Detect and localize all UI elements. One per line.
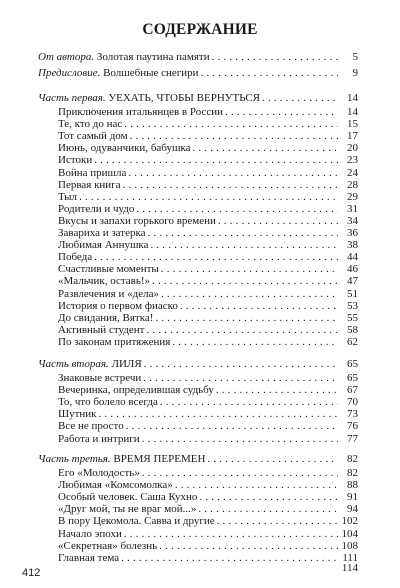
leader-dots bbox=[161, 288, 338, 300]
leader-dots bbox=[142, 433, 338, 445]
leader-dots bbox=[198, 503, 338, 515]
leader-dots bbox=[128, 167, 338, 179]
entry-page: 88 bbox=[347, 479, 358, 492]
entry-label: Счастливые моменты bbox=[58, 263, 159, 276]
leader-dots bbox=[216, 384, 338, 396]
entry-page: 65 bbox=[347, 358, 358, 370]
entry-page: 47 bbox=[347, 275, 358, 288]
entry-page: 58 bbox=[347, 323, 358, 336]
leader-dots bbox=[130, 130, 338, 142]
toc-entry-chapter[interactable] bbox=[38, 251, 358, 263]
toc-entry-chapter[interactable] bbox=[38, 515, 358, 527]
toc-entry-chapter[interactable] bbox=[38, 191, 358, 203]
entry-page: 67 bbox=[347, 384, 358, 397]
entry-label: Работа и интриги bbox=[58, 432, 140, 445]
entry-page: 70 bbox=[347, 396, 358, 409]
leader-dots bbox=[94, 154, 338, 166]
toc-entry-chapter[interactable] bbox=[38, 408, 358, 420]
leader-dots bbox=[212, 51, 338, 63]
entry-label: Его «Молодость» bbox=[58, 467, 140, 479]
entry-page: 65 bbox=[347, 372, 358, 384]
leader-dots bbox=[161, 263, 338, 275]
leader-dots bbox=[155, 312, 338, 324]
entry-page: 20 bbox=[347, 142, 358, 155]
entry-label: Вечеринка, определившая судьбу bbox=[58, 384, 214, 397]
toc-entry-chapter[interactable] bbox=[38, 275, 358, 287]
entry-page: 51 bbox=[347, 287, 358, 300]
leader-dots bbox=[199, 491, 338, 503]
entry-page: 77 bbox=[347, 432, 358, 445]
toc-entry-chapter[interactable] bbox=[38, 154, 358, 166]
leader-dots bbox=[146, 324, 338, 336]
entry-page: 82 bbox=[347, 453, 358, 465]
toc-entry-chapter[interactable] bbox=[38, 130, 358, 142]
entry-label: Предисловие. Волшебные снегири bbox=[38, 67, 199, 79]
toc-entry-chapter[interactable] bbox=[38, 420, 358, 432]
entry-label: Шутник bbox=[58, 408, 97, 421]
toc-entry-chapter[interactable] bbox=[38, 288, 358, 300]
entry-label: Завариха и затерка bbox=[58, 227, 146, 239]
entry-label: В пору Цекомола. Савва и другие bbox=[58, 515, 215, 528]
toc-entry-chapter[interactable] bbox=[38, 215, 358, 227]
toc-entry-part-2[interactable] bbox=[38, 358, 358, 370]
entry-page: 28 bbox=[347, 178, 358, 191]
leader-dots bbox=[136, 203, 338, 215]
entry-label: Истоки bbox=[58, 154, 93, 167]
leader-dots bbox=[126, 420, 338, 432]
leader-dots bbox=[123, 179, 338, 191]
entry-label: Те, кто до нас bbox=[58, 118, 123, 131]
entry-label: История о первом фиаско bbox=[58, 299, 178, 312]
toc-entry-chapter[interactable] bbox=[38, 179, 358, 191]
toc-entry-chapter[interactable] bbox=[38, 167, 358, 179]
entry-page: 17 bbox=[347, 130, 358, 143]
leader-dots bbox=[159, 540, 338, 552]
entry-page: 91 bbox=[347, 491, 358, 504]
leader-dots bbox=[172, 336, 338, 348]
entry-page: 73 bbox=[347, 408, 358, 421]
entry-page: 14 bbox=[347, 92, 358, 104]
entry-label: «Друг мой, ты не враг мой...» bbox=[58, 503, 197, 516]
entry-page: 108 bbox=[341, 539, 358, 552]
leader-dots bbox=[94, 251, 338, 263]
toc-entry-chapter[interactable] bbox=[38, 239, 358, 251]
entry-label: Июнь, одуванчики, бабушка bbox=[58, 142, 191, 155]
entry-page: 94 bbox=[347, 503, 358, 516]
entry-label: Часть первая. УЕХАТЬ, ЧТОБЫ ВЕРНУТЬСЯ bbox=[38, 92, 260, 104]
entry-page: 102 bbox=[341, 515, 358, 528]
entry-page: 104 bbox=[341, 527, 358, 540]
toc-entry-chapter[interactable] bbox=[38, 203, 358, 215]
leader-dots bbox=[207, 453, 338, 465]
entry-page: 111 bbox=[342, 551, 358, 564]
page-title: СОДЕРЖАНИЕ bbox=[142, 21, 258, 38]
leader-dots bbox=[218, 215, 338, 227]
entry-label: Родители и чудо bbox=[58, 202, 135, 215]
entry-label: Тыл bbox=[58, 190, 78, 203]
entry-label: Особый человек. Саша Кухно bbox=[58, 491, 198, 504]
leader-dots bbox=[144, 358, 338, 370]
leader-dots bbox=[148, 227, 338, 239]
toc-entry-chapter[interactable] bbox=[38, 503, 358, 515]
toc-entry-chapter[interactable] bbox=[38, 300, 358, 312]
leader-dots bbox=[124, 118, 338, 130]
leader-dots bbox=[124, 528, 338, 540]
entry-page: 31 bbox=[347, 202, 358, 215]
entry-label: Все не просто bbox=[58, 420, 124, 433]
leader-dots bbox=[143, 372, 338, 384]
toc-entry-chapter[interactable] bbox=[38, 118, 358, 130]
toc-entry-part-3[interactable] bbox=[38, 453, 358, 465]
toc-entry-chapter[interactable] bbox=[38, 396, 358, 408]
toc-entry-chapter[interactable] bbox=[38, 540, 358, 552]
entry-page: 62 bbox=[347, 335, 358, 348]
entry-label: Главная тема bbox=[58, 551, 120, 564]
leader-dots bbox=[79, 191, 338, 203]
leader-dots bbox=[160, 396, 338, 408]
toc-entry-extra-page bbox=[38, 562, 358, 574]
entry-label: Приключения итальянцев в России bbox=[58, 106, 224, 118]
toc-entry-chapter[interactable] bbox=[38, 467, 358, 479]
entry-label: Победа bbox=[58, 251, 93, 264]
entry-page: 9 bbox=[352, 67, 358, 79]
entry-page: 38 bbox=[347, 239, 358, 252]
toc-entry-chapter[interactable] bbox=[38, 479, 358, 491]
entry-page: 76 bbox=[347, 420, 358, 433]
leader-dots bbox=[262, 92, 338, 104]
entry-label: По законам притяжения bbox=[58, 335, 171, 348]
entry-page: 82 bbox=[347, 467, 358, 479]
leader-dots bbox=[225, 106, 338, 118]
entry-label: Вкусы и запахи горького времени bbox=[58, 214, 216, 227]
entry-label: Активный студент bbox=[58, 323, 145, 336]
entry-label: «Мальчик, оставь!» bbox=[58, 275, 151, 288]
entry-label: Тот самый дом bbox=[58, 130, 128, 143]
entry-page: 36 bbox=[347, 227, 358, 239]
entry-page: 34 bbox=[347, 214, 358, 227]
leader-dots bbox=[142, 467, 338, 479]
toc-entry-chapter[interactable] bbox=[38, 263, 358, 275]
leader-dots bbox=[180, 300, 338, 312]
toc-entry-chapter[interactable] bbox=[38, 106, 358, 118]
entry-label: Часть третья. ВРЕМЯ ПЕРЕМЕН bbox=[38, 453, 206, 465]
entry-page: 44 bbox=[347, 251, 358, 264]
leader-dots bbox=[217, 515, 338, 527]
entry-page: 14 bbox=[347, 106, 358, 118]
toc-entry-chapter[interactable] bbox=[38, 312, 358, 324]
entry-label: «Секретная» болезнь bbox=[58, 539, 158, 552]
toc-entry-chapter[interactable] bbox=[38, 491, 358, 503]
toc-entry-author[interactable] bbox=[38, 51, 358, 63]
toc-entry-part-1[interactable] bbox=[38, 92, 358, 104]
entry-label: То, что болело всегда bbox=[58, 396, 158, 409]
entry-label: Начало эпохи bbox=[58, 527, 122, 540]
entry-page: 24 bbox=[347, 166, 358, 179]
entry-page: 15 bbox=[347, 118, 358, 131]
toc-entry-chapter[interactable] bbox=[38, 528, 358, 540]
toc-entry-preface[interactable] bbox=[38, 67, 358, 79]
entry-page: 23 bbox=[347, 154, 358, 167]
entry-label: До свидания, Вятка! bbox=[58, 311, 154, 324]
leader-dots bbox=[175, 479, 338, 491]
entry-label: Любимая «Комсомолка» bbox=[58, 479, 173, 492]
leader-dots bbox=[152, 275, 338, 287]
entry-label: Развлечения и «дела» bbox=[58, 287, 159, 300]
leader-dots bbox=[99, 408, 338, 420]
leader-dots bbox=[151, 239, 339, 251]
toc-entry-chapter[interactable] bbox=[38, 384, 358, 396]
entry-page: 46 bbox=[347, 263, 358, 276]
entry-label: Часть вторая. ЛИЛЯ bbox=[38, 358, 142, 370]
toc-entry-chapter[interactable] bbox=[38, 433, 358, 445]
leader-dots bbox=[193, 142, 339, 154]
entry-label: Первая книга bbox=[58, 178, 121, 191]
entry-label: Любимая Аннушка bbox=[58, 239, 149, 252]
entry-page: 29 bbox=[347, 190, 358, 203]
entry-page: 5 bbox=[352, 51, 358, 63]
entry-page: 114 bbox=[341, 561, 358, 574]
entry-label: Война пришла bbox=[58, 166, 127, 179]
toc-entry-chapter[interactable] bbox=[38, 142, 358, 154]
toc-entry-chapter[interactable] bbox=[38, 336, 358, 348]
entry-label: От автора. Золотая паутина памяти bbox=[38, 51, 210, 63]
entry-label: Знаковые встречи bbox=[58, 372, 142, 384]
entry-page: 53 bbox=[347, 299, 358, 312]
toc-entry-chapter[interactable] bbox=[38, 324, 358, 336]
entry-page: 55 bbox=[347, 311, 358, 324]
page-number: 412 bbox=[22, 567, 41, 579]
leader-dots bbox=[201, 67, 338, 79]
toc-entry-chapter[interactable] bbox=[38, 227, 358, 239]
toc-entry-chapter[interactable] bbox=[38, 372, 358, 384]
